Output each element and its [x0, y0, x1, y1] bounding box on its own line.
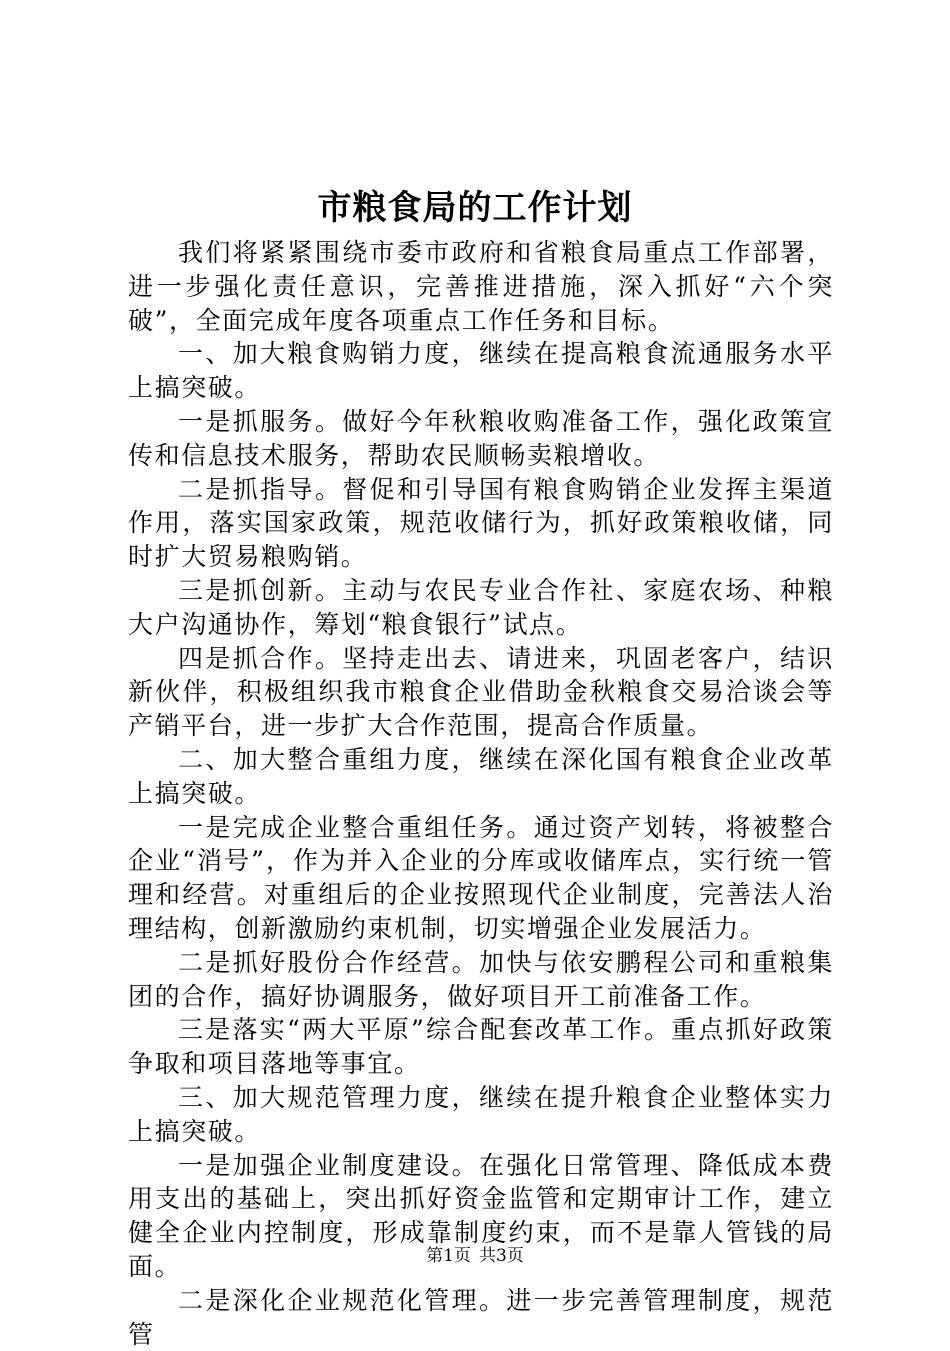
paragraph: 四是抓合作。坚持走出去、请进来，巩固老客户，结识新伙伴，积极组织我市粮食企业借助金秋粮食交易洽谈会等产销平台，进一步扩大合作范围，提高合作质量。 [128, 643, 834, 741]
paragraph-intro: 我们将紧紧围绕市委市政府和省粮食局重点工作部署，进一步强化责任意识，完善推进措施，深入抓好“六个突破”，全面完成年度各项重点工作任务和目标。 [128, 238, 834, 335]
paragraph: 二是抓好股份合作经营。加快与依安鹏程公司和重粮集团的合作，搞好协调服务，做好项目开工前准备工作。 [128, 947, 834, 1011]
paragraph: 一是加强企业制度建设。在强化日常管理、降低成本费用支出的基础上，突出抓好资金监管和定期审计工作，建立健全企业内控制度，形成靠制度约束，而不是靠人管钱的局面。 [128, 1150, 834, 1281]
paragraph: 三是落实“两大平原”综合配套改革工作。重点抓好政策争取和项目落地等事宜。 [128, 1015, 834, 1079]
section-heading-3: 三、加大规范管理力度，继续在提升粮食企业整体实力上搞突破。 [128, 1082, 834, 1146]
paragraph: 一是抓服务。做好今年秋粮收购准备工作，强化政策宣传和信息技术服务，帮助农民顺畅卖粮增收。 [128, 406, 834, 470]
section-heading-1: 一、加大粮食购销力度，继续在提高粮食流通服务水平上搞突破。 [128, 339, 834, 403]
page-number: 第1页 [426, 1246, 471, 1266]
paragraph: 二是抓指导。督促和引导国有粮食购销企业发挥主渠道作用，落实国家政策，规范收储行为，抓好政策粮收储，同时扩大贸易粮购销。 [128, 474, 834, 572]
document-body [128, 236, 834, 1351]
page-total: 共3页 [479, 1246, 524, 1266]
paragraph: 三是抓创新。主动与农民专业合作社、家庭农场、种粮大户沟通协作，筹划“粮食银行”试点。 [128, 575, 834, 639]
paragraph: 一是完成企业整合重组任务。通过资产划转，将被整合企业“消号”，作为并入企业的分库或收储库点，实行统一管理和经营。对重组后的企业按照现代企业制度，完善法人治理结构，创新激励约束机制，切实增强企业发展活力。 [128, 812, 834, 943]
document-title: 市粮食局的工作计划 [317, 188, 633, 228]
page-footer [0, 1244, 950, 1268]
paragraph: 二是深化企业规范化管理。进一步完善管理制度，规范管 [128, 1285, 834, 1349]
section-heading-2: 二、加大整合重组力度，继续在深化国有粮食企业改革上搞突破。 [128, 744, 834, 808]
